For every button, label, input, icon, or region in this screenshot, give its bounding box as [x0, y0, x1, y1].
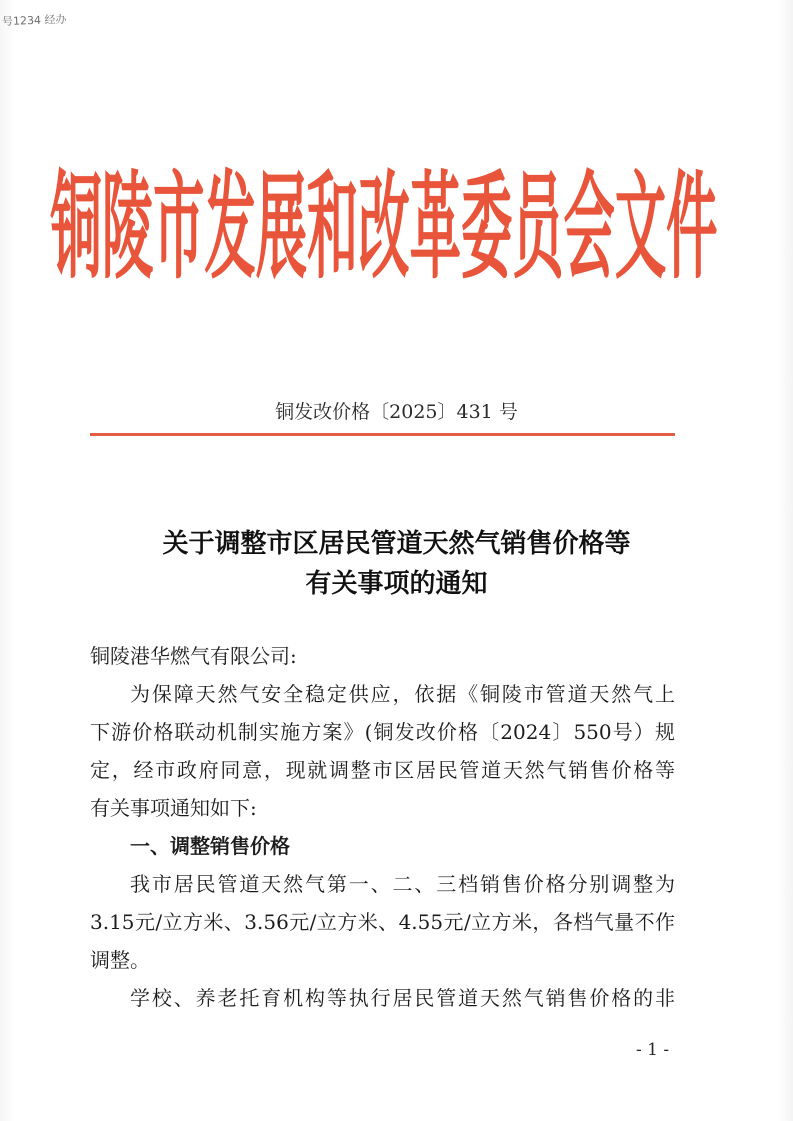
paragraph-1-line-1: 为保障天然气安全稳定供应，依据《铜陵市管道天然气上 — [130, 682, 675, 706]
paragraph-2-line-2: 3.15元/立方米、3.56元/立方米、4.55元/立方米，各档气量不作 — [90, 910, 675, 934]
document-title-line-2: 有关事项的通知 — [305, 569, 488, 599]
paragraph-1-line-4: 有关事项通知如下: — [90, 796, 257, 820]
masthead — [50, 148, 718, 295]
paragraph-3-line-1: 学校、养老托育机构等执行居民管道天然气销售价格的非 — [130, 986, 675, 1010]
addressee: 铜陵港华燃气有限公司: — [90, 644, 297, 668]
handwritten-corner-note: 号1234 经办 — [1, 12, 67, 29]
paragraph-1-line-3: 定，经市政府同意，现就调整市区居民管道天然气销售价格等 — [90, 758, 675, 782]
paragraph-2-line-3: 调整。 — [90, 948, 150, 972]
page-number: - 1 - — [636, 1040, 670, 1060]
masthead-title: 铜陵市发展和改革委员会文件 — [50, 158, 718, 295]
section-1-heading: 一、调整销售价格 — [130, 834, 290, 858]
document-title-line-1: 关于调整市区居民管道天然气销售价格等 — [162, 529, 631, 559]
red-divider-line — [90, 433, 675, 436]
document-number: 铜发改价格〔2025〕431 号 — [275, 401, 518, 423]
paragraph-2-line-1: 我市居民管道天然气第一、二、三档销售价格分别调整为 — [130, 872, 675, 896]
paragraph-1-line-2: 下游价格联动机制实施方案》(铜发改价格〔2024〕550号）规 — [90, 720, 675, 744]
